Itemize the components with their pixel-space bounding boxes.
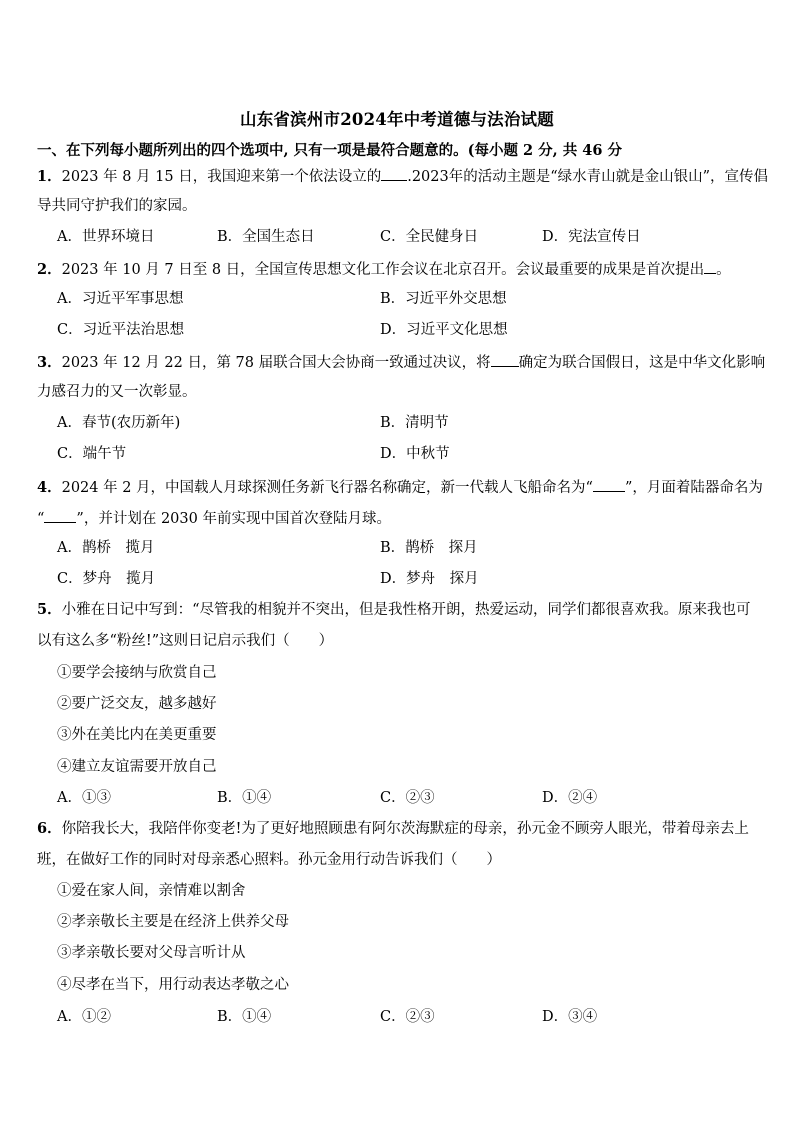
question-text-continued: 力感召力的又一次彰显。 [37,384,197,400]
question-1 [37,166,768,186]
statement-2: ②要广泛交友，越多越好 [57,696,217,712]
question-5 [37,601,751,619]
question-3 [37,352,765,372]
option-c: C．②③ [380,1009,435,1025]
statement-4: ④尽孝在当下，用行动表达孝敬之心 [57,977,289,993]
option-d: D．③④ [542,1009,598,1025]
question-text-continued: 导共同守护我们的家园。 [37,198,197,214]
question-text-continued: 以有这么多“粉丝!”这则日记启示我们（ ） [37,633,334,649]
question-text: 。 [716,262,731,278]
option-d: D．梦舟 探月 [380,571,479,587]
option-a: A．鹊桥 揽月 [57,540,155,556]
question-4 [37,477,763,497]
question-text: 2023 年 8 月 15 日，我国迎来第一个依法设立的 [61,169,382,185]
question-text: .2023年的活动主题是“绿水青山就是金山银山”，宣传倡 [407,169,769,185]
option-d: D．②④ [542,790,598,806]
section-heading: 一、在下列每小题所列出的四个选项中, 只有一项是最符合题意的。(每小题 2 分, 共 46 分 [37,142,623,159]
question-text: 2024 年 2 月，中国载人月球探测任务新飞行器名称确定，新一代载人飞船命名为“ [61,480,593,496]
option-a: A．①② [57,1009,111,1025]
option-a: A．①③ [57,790,111,806]
option-d: D．宪法宣传日 [542,229,641,245]
question-number: 4． [37,479,62,496]
question-text-continued: 班，在做好工作的同时对母亲悉心照料。孙元金用行动告诉我们（ ） [37,852,501,868]
statement-1: ①要学会接纳与欣赏自己 [57,665,217,681]
question-number: 6． [37,820,62,837]
option-b: B．①④ [217,790,272,806]
question-number: 1． [37,168,62,185]
option-b: B．清明节 [380,415,449,431]
answer-blank [704,259,716,274]
statement-2: ②孝亲敬长主要是在经济上供养父母 [57,914,289,930]
statement-3: ③孝亲敬长要对父母言听计从 [57,945,246,961]
answer-blank [44,508,76,523]
option-c: C．全民健身日 [380,229,479,245]
option-a: A．春节(农历新年) [57,415,181,431]
option-c: C．②③ [380,790,435,806]
question-text: 2023 年 12 月 22 日，第 78 届联合国大会协商一致通过决议，将 [61,355,491,371]
question-2 [37,259,731,279]
question-text: 2023 年 10 月 7 日至 8 日，全国宣传思想文化工作会议在北京召开。会议最重要的成果是首次提出 [61,262,705,278]
statement-3: ③外在美比内在美更重要 [57,727,217,743]
question-text: ”，月面着陆器命名为 [624,480,763,496]
option-c: C．端午节 [57,446,127,462]
question-text-continued [37,508,391,528]
option-d: D．习近平文化思想 [380,322,508,338]
answer-blank [593,477,625,492]
option-b: B．全国生态日 [217,229,315,245]
question-text: 你陪我长大，我陪伴你变老!为了更好地照顾患有阿尔茨海默症的母亲，孙元金不顾旁人眼光，带着母亲去上 [61,821,749,837]
statement-4: ④建立友谊需要开放自己 [57,759,217,775]
option-d: D．中秋节 [380,446,450,462]
statement-1: ①爱在家人间，亲情难以割舍 [57,883,246,899]
question-number: 5． [37,601,62,618]
option-c: C．梦舟 揽月 [57,571,156,587]
question-text: 小雅在日记中写到：“尽管我的相貌并不突出，但是我性格开朗，热爱运动，同学们都很喜欢我。原来我也可 [61,602,751,618]
page-title: 山东省滨州市2024年中考道德与法治试题 [240,110,554,129]
question-number: 3． [37,354,62,371]
option-c: C．习近平法治思想 [57,322,185,338]
answer-blank [491,352,519,367]
question-text: 确定为联合国假日，这是中华文化影响 [518,355,766,371]
answer-blank [381,166,407,181]
option-b: B．鹊桥 探月 [380,540,478,556]
option-b: B．①④ [217,1009,272,1025]
quote-open: “ [37,511,45,527]
question-6 [37,820,749,838]
question-number: 2． [37,261,62,278]
option-b: B．习近平外交思想 [380,291,507,307]
question-text: ”，并计划在 2030 年前实现中国首次登陆月球。 [76,511,391,527]
option-a: A．习近平军事思想 [57,291,184,307]
option-a: A．世界环境日 [57,229,155,245]
